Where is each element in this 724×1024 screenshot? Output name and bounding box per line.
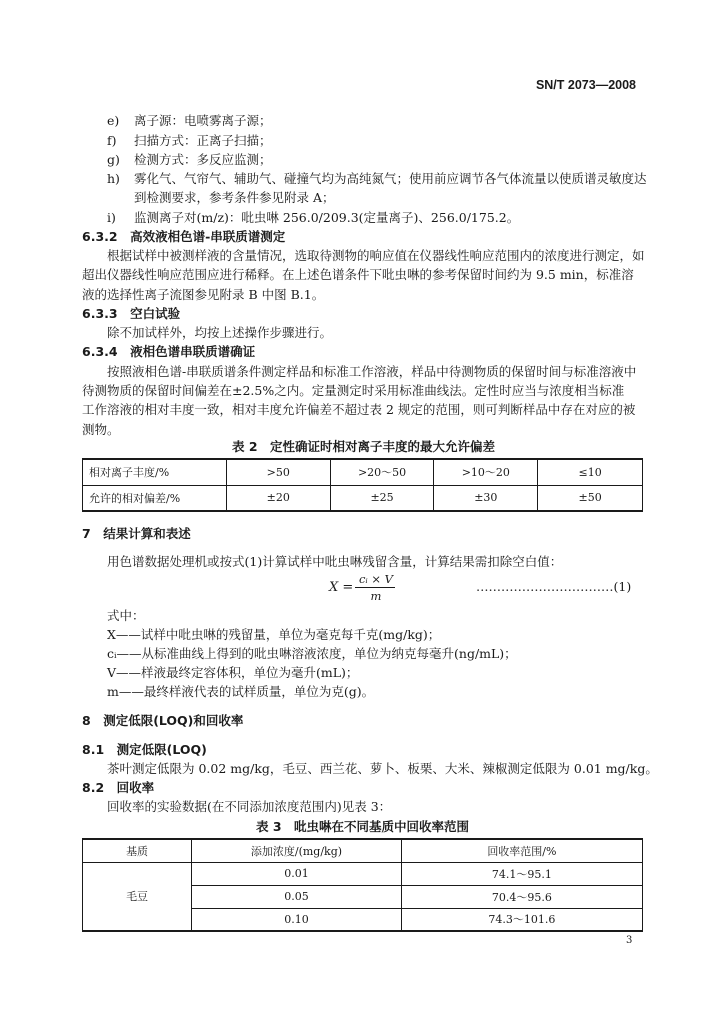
heading-8-1: 8.1 测定低限(LOQ) <box>82 742 207 757</box>
definition-line: X——试样中吡虫啉的残留量，单位为毫克每千克(mg/kg)； <box>107 627 441 642</box>
table-matrix-cell: 毛豆 <box>83 862 192 931</box>
table-cell: ±30 <box>434 485 538 511</box>
heading-6-3-3: 6.3.3 空白试验 <box>82 306 181 321</box>
table-cell: 相对离子丰度/% <box>83 459 227 485</box>
paragraph-line: 用色谱数据处理机或按式(1)计算试样中吡虫啉残留含量，计算结果需扣除空白值： <box>107 554 563 569</box>
table-cell: 0.01 <box>192 862 402 885</box>
paragraph-line: 待测物质的保留时间偏差在±2.5%之内。定量测定时采用标准曲线法。定性时应当与浓度相当标准 <box>82 383 625 398</box>
table-2-caption: 表 2 定性确证时相对离子丰度的最大允许偏差 <box>232 439 496 454</box>
table-cell: >50 <box>226 459 330 485</box>
table-cell: ±25 <box>330 485 434 511</box>
table-cell: ≤10 <box>538 459 643 485</box>
list-label-e: e) <box>107 113 120 128</box>
table-cell: 允许的相对偏差/% <box>83 485 227 511</box>
table-2 <box>82 458 643 512</box>
definition-line: cᵢ——从标准曲线上得到的吡虫啉溶液浓度，单位为纳克每毫升(ng/mL)； <box>107 646 517 661</box>
formula-denominator: m <box>370 589 382 603</box>
paragraph-line: 按照液相色谱-串联质谱条件测定样品和标准工作溶液，样品中待测物质的保留时间与标准溶液中 <box>107 364 637 379</box>
list-label-h: h) <box>107 171 120 186</box>
standard-code: SN/T 2073—2008 <box>535 78 636 92</box>
paragraph-line: 液的选择性离子流图参见附录 B 中图 B.1。 <box>82 287 325 302</box>
formula-number: ……………………………(1) <box>476 579 632 594</box>
paragraph-line: 茶叶测定低限为 0.02 mg/kg，毛豆、西兰花、萝卜、板栗、大米、辣椒测定低限为 0.01 mg/kg。 <box>107 761 658 776</box>
where-label: 式中： <box>107 608 145 623</box>
paragraph-line: 回收率的实验数据(在不同添加浓度范围内)见表 3： <box>107 799 392 814</box>
list-text-h-cont: 到检测要求，参考条件参见附录 A； <box>134 190 335 205</box>
formula-lhs: X = <box>329 580 354 595</box>
list-text-h: 雾化气、气帘气、辅助气、碰撞气均为高纯氮气；使用前应调节各气体流量以使质谱灵敏度达 <box>134 171 647 186</box>
list-text-f: 扫描方式：正离子扫描； <box>134 133 272 148</box>
formula-numerator: cᵢ × V <box>358 572 393 586</box>
table-header-cell: 回收率范围/% <box>401 839 642 862</box>
heading-7: 7 结果计算和表述 <box>82 526 191 541</box>
table-cell: 70.4～95.6 <box>401 885 642 908</box>
paragraph-line: 超出仪器线性响应范围应进行稀释。在上述色谱条件下吡虫啉的参考保留时间约为 9.5 min，标准溶 <box>82 267 634 282</box>
list-text-g: 检测方式：多反应监测； <box>134 152 272 167</box>
table-row <box>83 839 643 862</box>
table-row <box>83 485 643 511</box>
heading-8-2: 8.2 回收率 <box>82 780 155 795</box>
table-3-caption: 表 3 吡虫啉在不同基质中回收率范围 <box>256 819 470 834</box>
table-row <box>83 862 643 885</box>
page-number: 3 <box>626 935 633 946</box>
table-cell: >10～20 <box>434 459 538 485</box>
paragraph-line: 测物。 <box>82 422 120 437</box>
list-text-e: 离子源：电喷雾离子源； <box>134 113 272 128</box>
table-cell: 0.10 <box>192 908 402 931</box>
table-3 <box>82 838 643 932</box>
table-cell: 0.05 <box>192 885 402 908</box>
heading-8: 8 测定低限(LOQ)和回收率 <box>82 713 244 728</box>
fraction-bar <box>355 587 395 588</box>
table-row <box>83 459 643 485</box>
list-text-i: 监测离子对(m/z)：吡虫啉 256.0/209.3(定量离子)、256.0/175.2。 <box>134 210 520 225</box>
table-cell: 74.3～101.6 <box>401 908 642 931</box>
paragraph-line: 根据试样中被测样液的含量情况，选取待测物的响应值在仪器线性响应范围内的浓度进行测定，如 <box>107 248 645 263</box>
table-cell: >20～50 <box>330 459 434 485</box>
paragraph-line: 工作溶液的相对丰度一致，相对丰度允许偏差不超过表 2 规定的范围，则可判断样品中存在对应的被 <box>82 402 636 417</box>
table-cell: ±50 <box>538 485 643 511</box>
heading-6-3-4: 6.3.4 液相色谱串联质谱确证 <box>82 344 256 359</box>
table-header-cell: 基质 <box>83 839 192 862</box>
definition-line: m——最终样液代表的试样质量，单位为克(g)。 <box>107 684 375 699</box>
table-cell: ±20 <box>226 485 330 511</box>
definition-line: V——样液最终定容体积，单位为毫升(mL)； <box>107 665 359 680</box>
list-label-g: g) <box>107 152 120 167</box>
list-label-f: f) <box>107 133 117 148</box>
paragraph-line: 除不加试样外，均按上述操作步骤进行。 <box>107 325 333 340</box>
list-label-i: i) <box>107 210 116 225</box>
heading-6-3-2: 6.3.2 高效液相色谱-串联质谱测定 <box>82 229 286 244</box>
table-cell: 74.1～95.1 <box>401 862 642 885</box>
table-header-cell: 添加浓度/(mg/kg) <box>192 839 402 862</box>
